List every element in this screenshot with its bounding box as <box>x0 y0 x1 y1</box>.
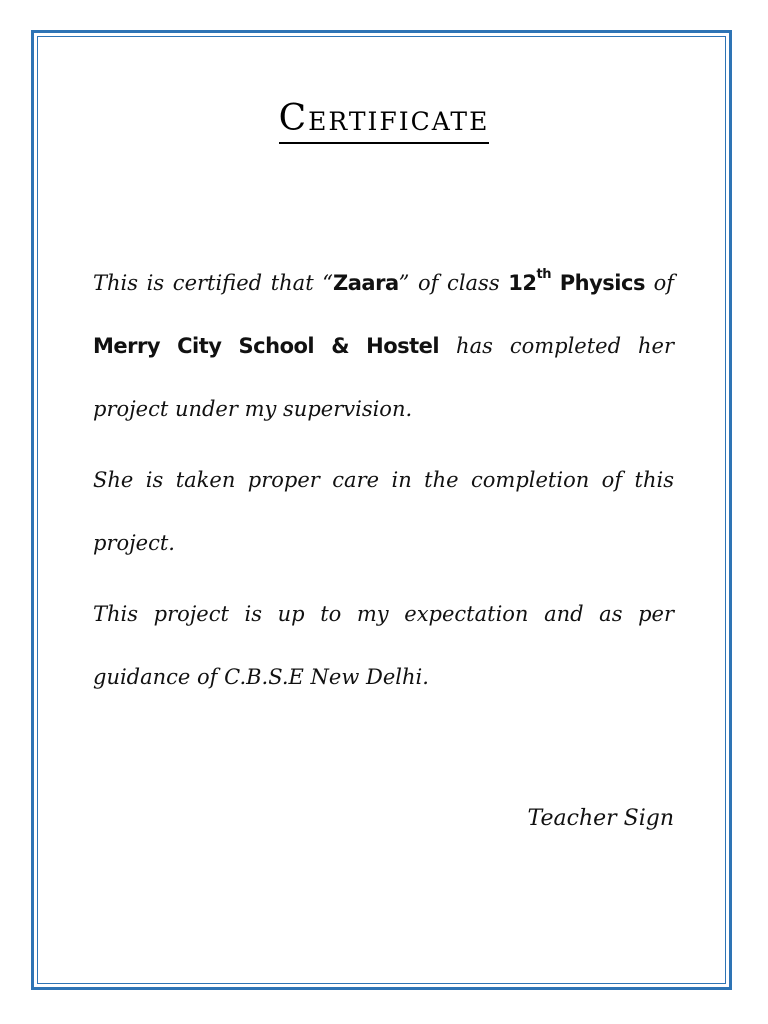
para1-text-4: has completed her project under my supervision. <box>93 334 674 421</box>
para1-text-3: of <box>644 271 675 295</box>
subject-name: Physics <box>550 271 645 295</box>
certificate-body <box>93 252 674 709</box>
certificate-paragraph-3: This project is up to my expectation and as per guidance of C.B.S.E New Delhi. <box>93 602 674 689</box>
certificate-paragraph-2: She is taken proper care in the completion of this project. <box>93 468 674 555</box>
school-name: Merry City School & Hostel <box>93 334 440 358</box>
student-name: Zaara <box>333 271 399 295</box>
certificate-title-text: Certificate <box>279 96 490 144</box>
para1-text-2: ” of class <box>398 271 509 295</box>
para1-text-1: This is certified that “ <box>93 271 334 295</box>
class-number: 12 <box>508 271 537 295</box>
class-superscript: th <box>536 267 551 282</box>
teacher-sign-label: Teacher Sign <box>527 806 674 831</box>
certificate-paragraph-1 <box>93 252 674 441</box>
certificate-title <box>0 96 768 144</box>
